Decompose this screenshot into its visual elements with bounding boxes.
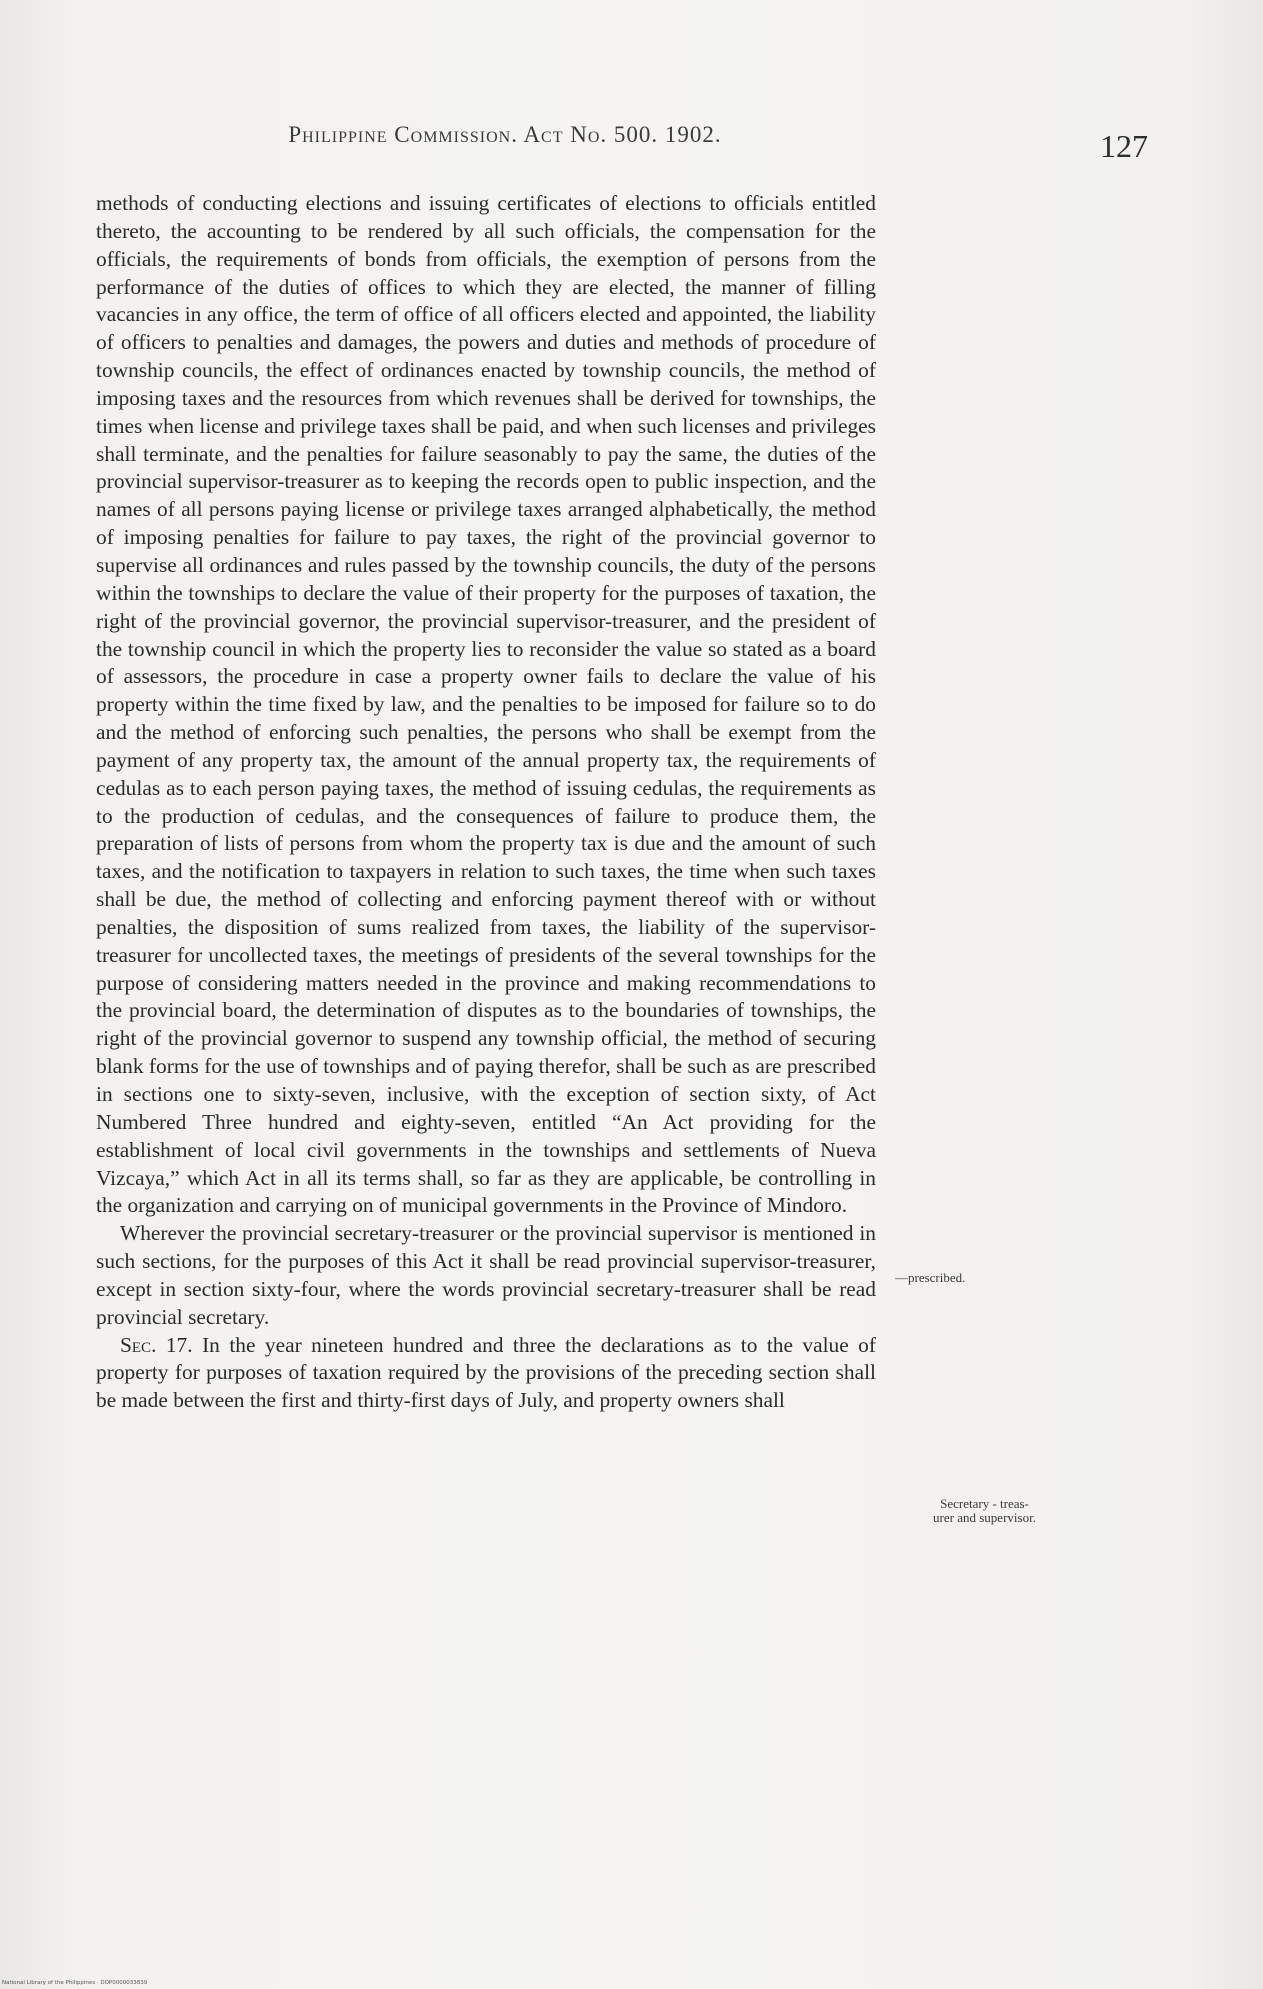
section-text: In the year nineteen hundred and three the declarations as to the value of property for purposes of taxation required by the provisions of the preceding section shall be made between the first and thirty-first days of July, and property owners shall bbox=[96, 1332, 876, 1413]
margin-note-secretary-line-1: Secretary - treas- bbox=[940, 1496, 1029, 1511]
margin-note-secretary-line-2: urer and supervisor. bbox=[933, 1510, 1036, 1525]
body-text bbox=[96, 190, 876, 1415]
page-number: 127 bbox=[1100, 128, 1148, 164]
paragraph-1: methods of conducting elections and issuing certificates of elections to officials entitled thereto, the accounting to be rendered by all such officials, the compensation for the officials, the requirements of bonds from officials, the exemption of persons from the performance of the duties of offices to which they are elected, the manner of filling vacancies in any office, the term of office of all officers elected and appointed, the liability of officers to penalties and damages, the powers and duties and methods of procedure of township councils, the effect of ordinances enacted by township councils, the method of imposing taxes and the resources from which revenues shall be derived for townships, the times when license and privilege taxes shall be paid, and when such licenses and privileges shall terminate, and the penalties for failure seasonably to pay the same, the duties of the provincial supervisor-treasurer as to keeping the records open to public inspection, and the names of all persons paying license or privilege taxes arranged alphabetically, the method of imposing penalties for failure to pay taxes, the right of the provincial governor to supervise all ordinances and rules passed by the township councils, the duty of the persons within the townships to declare the value of their property for the purposes of taxation, the right of the provincial governor, the provincial supervisor-treasurer, and the president of the township council in which the property lies to reconsider the value so stated as a board of assessors, the procedure in case a property owner fails to declare the value of his property within the time fixed by law, and the penalties to be imposed for failure so to do and the method of enforcing such penalties, the persons who shall be exempt from the payment of any property tax, the amount of the annual property tax, the requirements of cedulas as to each person paying taxes, the method of issuing cedulas, the requirements as to the production of cedulas, and the consequences of failure to produce them, the preparation of lists of persons from whom the property tax is due and the amount of such taxes, and the notification to taxpayers in relation to such taxes, the time when such taxes shall be due, the method of collecting and enforcing payment thereof with or without penalties, the disposition of sums realized from taxes, the liability of the supervisor-treasurer for uncollected taxes, the meetings of presidents of the several townships for the purpose of considering matters needed in the province and making recommendations to the provincial board, the determination of disputes as to the boundaries of townships, the right of the provincial governor to suspend any township official, the method of securing blank forms for the use of townships and of paying therefor, shall be such as are prescribed in sections one to sixty-seven, inclusive, with the exception of section sixty, of Act Numbered Three hundred and eighty-seven, entitled “An Act providing for the establishment of local civil governments in the townships and settlements of Nueva Vizcaya,” which Act in all its terms shall, so far as they are applicable, be controlling in the organization and carrying on of municipal governments in the Province of Mindoro. bbox=[96, 191, 876, 1218]
running-head: Philippine Commission. Act No. 500. 1902. bbox=[288, 122, 722, 147]
paragraph-3 bbox=[96, 1332, 876, 1416]
section-number: Sec. 17. bbox=[120, 1332, 193, 1357]
margin-note-secretary bbox=[897, 1497, 1072, 1525]
paragraph-2: Wherever the provincial secretary-treasurer or the provincial supervisor is mentioned in such sections, for the purposes of this Act it shall be read provincial supervisor-treasurer, except in section sixty-four, where the words provincial secretary-treasurer shall be read provincial secretary. bbox=[96, 1221, 876, 1329]
footer-credit: National Library of the Philippines · DOP0000033839 bbox=[2, 1980, 148, 1986]
margin-note-prescribed: —prescribed. bbox=[895, 1270, 966, 1285]
